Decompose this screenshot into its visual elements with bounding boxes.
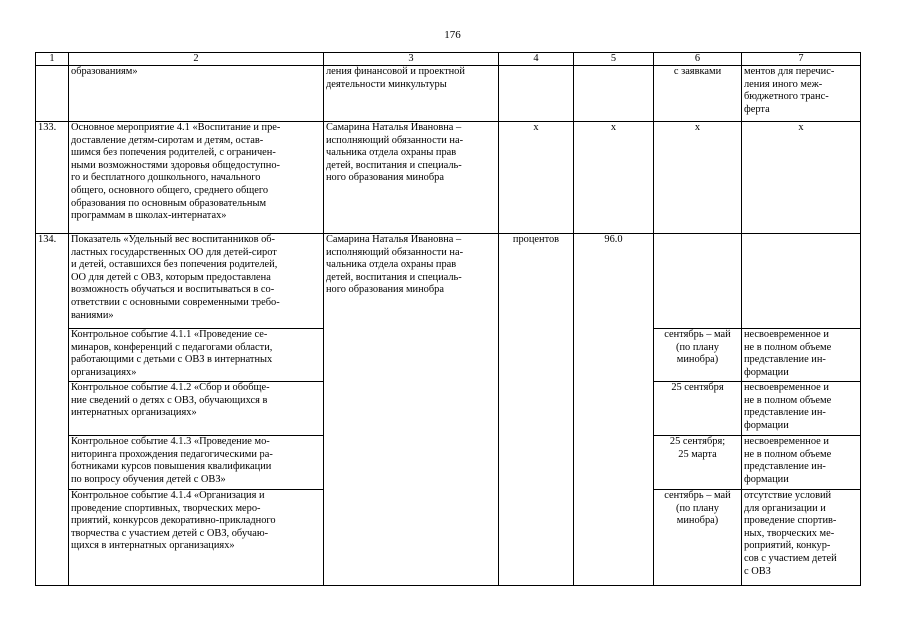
value-cell (574, 66, 654, 122)
column-number: 7 (742, 53, 861, 66)
continuation-row (36, 66, 861, 122)
value-cell: 96.0 (574, 234, 654, 586)
deadline-cell: сентябрь – май (по плану минобра) (654, 490, 742, 586)
indicator-text: Показатель «Удельный вес воспитанников об- ластных государственных ОО для детей-сирот и детей, оставшихся без попечения родителей, ОО для детей с ОВЗ, которым предоставлена возможность обучаться и воспитываться в со- ответствии с основными современными требо- ваниями» (69, 234, 324, 329)
risk-cell (742, 234, 861, 329)
description-cell: образованиям» (69, 66, 324, 122)
responsible-cell: ления финансовой и проектной деятельности минкультуры (324, 66, 499, 122)
value-cell: х (574, 122, 654, 234)
column-number: 1 (36, 53, 69, 66)
unit-cell: процентов (499, 234, 574, 586)
risk-cell: несвоевременное и не в полном объеме представление ин- формации (742, 436, 861, 490)
unit-cell: х (499, 122, 574, 234)
deadline-cell (654, 234, 742, 329)
responsible-cell: Самарина Наталья Ивановна – исполняющий обязанности на- чальника отдела охраны прав детей, воспитания и специаль- ного образования минобра (324, 122, 499, 234)
deadline-cell: с заявками (654, 66, 742, 122)
page-number: 176 (444, 29, 461, 41)
responsible-cell: Самарина Наталья Ивановна – исполняющий обязанности на- чальника отдела охраны прав детей, воспитания и специаль- ного образования минобра (324, 234, 499, 586)
row-number: 134. (36, 234, 69, 586)
row-number: 133. (36, 122, 69, 234)
column-number: 6 (654, 53, 742, 66)
column-number: 3 (324, 53, 499, 66)
risk-cell: х (742, 122, 861, 234)
number-cell (36, 66, 69, 122)
measure-text: Основное мероприятие 4.1 «Воспитание и пре- доставление детям-сиротам и детям, остав- шимся без попечения родителей, с ограничен- ными возможностями здоровья общедоступно- го и бесплатного дошкольного, начального общего, основного общего, среднего общего образования по основным образовательным программам в школах-интернатах» (69, 122, 324, 234)
risk-cell: отсутствие условий для организации и проведение спортив- ных, творческих ме- роприятий, конкур- сов с участием детей с ОВЗ (742, 490, 861, 586)
risk-cell: несвоевременное и не в полном объеме представление ин- формации (742, 382, 861, 436)
column-number: 4 (499, 53, 574, 66)
unit-cell (499, 66, 574, 122)
row-133 (36, 122, 861, 234)
column-number: 2 (69, 53, 324, 66)
control-event-text: Контрольное событие 4.1.2 «Сбор и обобще- ние сведений о детях с ОВЗ, обучающихся в интернатных организациях» (69, 382, 324, 436)
control-event-text: Контрольное событие 4.1.3 «Проведение мо- ниторинга прохождения педагогическими ра- ботниками курсов повышения квалификации по вопросу обучения детей с ОВЗ» (69, 436, 324, 490)
risk-cell: несвоевременное и не в полном объеме представление ин- формации (742, 329, 861, 382)
deadline-cell: сентябрь – май (по плану минобра) (654, 329, 742, 382)
row-134 (36, 234, 861, 329)
risk-cell: ментов для перечис- ления иного меж- бюджетного транс- ферта (742, 66, 861, 122)
control-event-text: Контрольное событие 4.1.1 «Проведение се- минаров, конференций с педагогами области, работающими с детьми с ОВЗ в интернатных организациях» (69, 329, 324, 382)
column-numbers-row (36, 53, 861, 66)
deadline-cell: 25 сентября (654, 382, 742, 436)
column-number: 5 (574, 53, 654, 66)
deadline-cell: 25 сентября; 25 марта (654, 436, 742, 490)
deadline-cell: х (654, 122, 742, 234)
plan-table (35, 52, 861, 586)
control-event-text: Контрольное событие 4.1.4 «Организация и проведение спортивных, творческих меро- приятий, конкурсов декоративно-прикладного творчества с участием детей с ОВЗ, обучаю- щихся в интернатных организациях» (69, 490, 324, 586)
